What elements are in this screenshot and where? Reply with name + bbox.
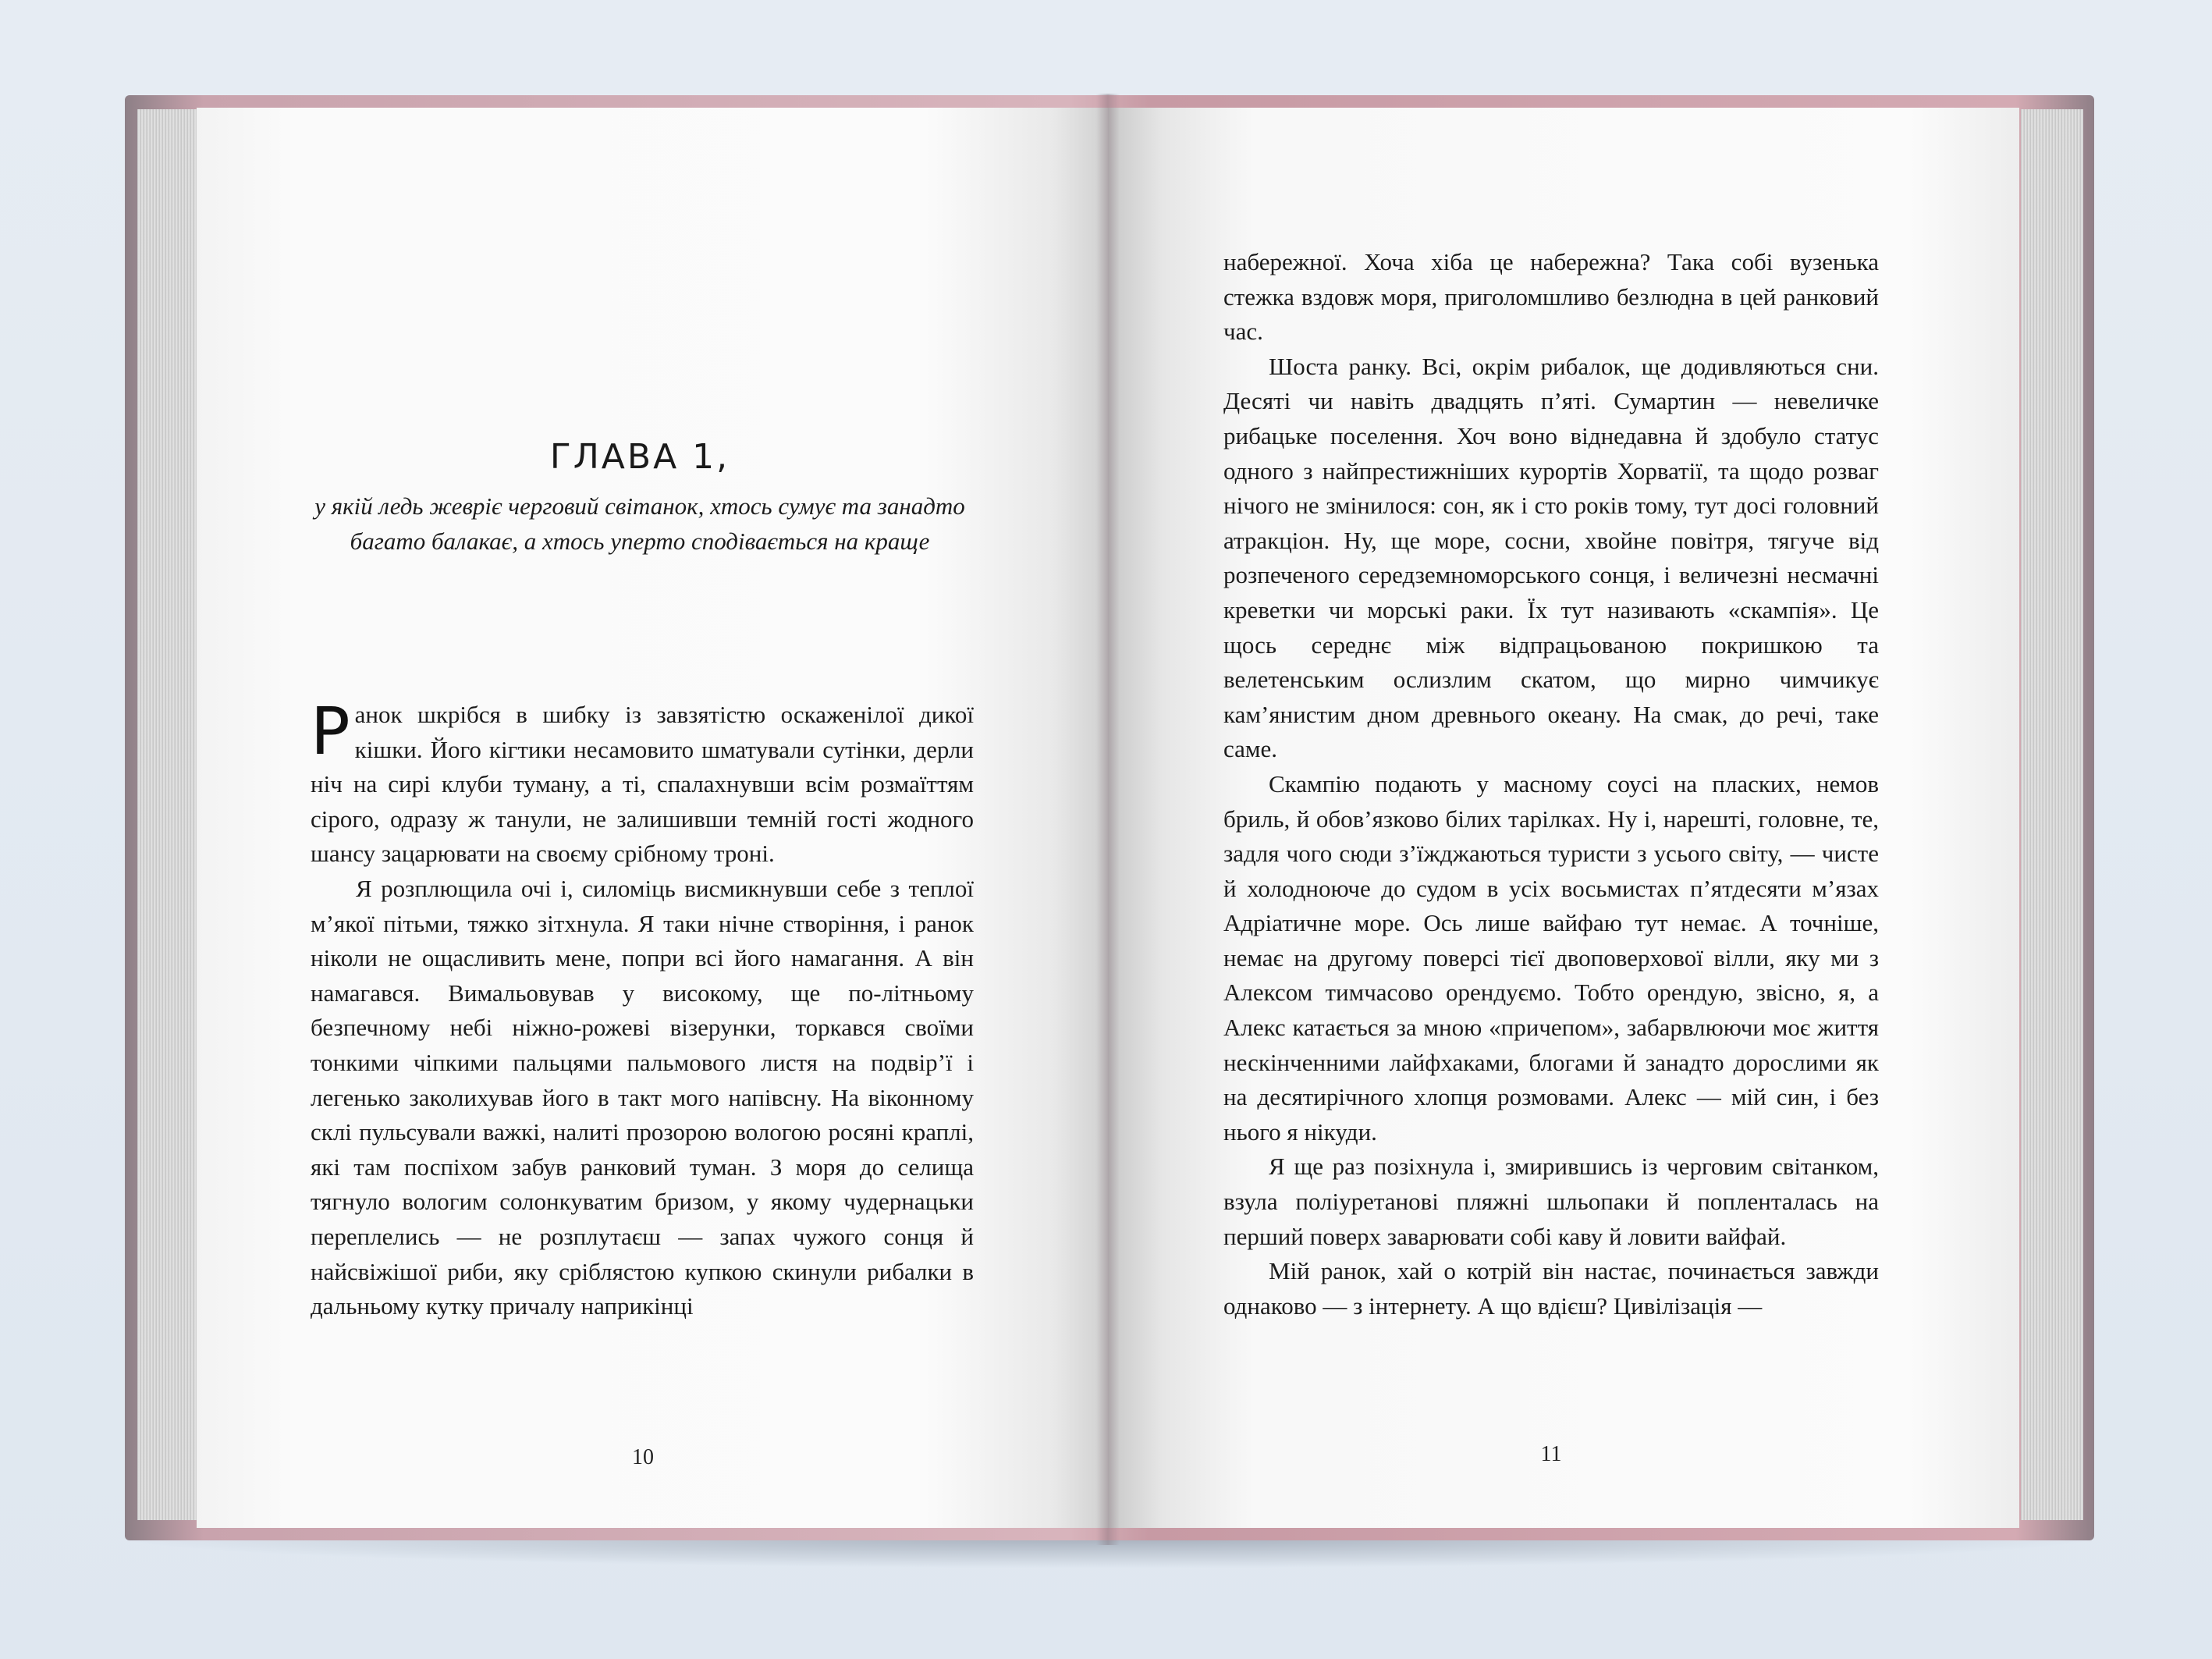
chapter-subtitle: у якій ледь жевріє черговий світанок, хтось сумує та занадто багато балакає, а хтось уперто сподівається на краще — [314, 492, 965, 555]
page-edges-right — [2021, 109, 2083, 1520]
paragraph: Мій ранок, хай о котрій він настає, починається завжди однаково — з інтернету. А що вдієш? Цивілізація — — [1223, 1257, 1879, 1320]
paragraph: Я розплющила очі і, силоміць висмикнувши себе з теплої м’якої пітьми, тяжко зітхнула. Я таки нічне створіння, і ранок ніколи не ощасливить мене, попри всі його намагання. А він намагався. Вимальовував у високому, ще по-літньому безпечному небі ніжно-рожеві візерунки, торкався своїми тонкими чіпкими пальцями пальмового листя на подвір’ї і легенько заколихував його в такт мого напівсну. На віконному склі пульсували важкі, налиті прозорою вологою росяні краплі, які там поспіхом забув ранковий туман. З моря до селища тягнуло вологим солонкуватим бризом, у якому чудернацьки переплелись — не розплутаєш — запах чужого сонця й найсвіжішої риби, яку сріблястою купкою скинули рибалки в дальньому кутку причалу наприкінці — [311, 874, 974, 1320]
paragraph-text: анок шкрібся в шибку із завзятістю оскаженілої дикої кішки. Його кігтики несамовито шматували сутінки, дерли ніч на сирі клуби туману, а ті, спалахнувши всім розмаїттям сірого, одразу ж танули, не залишивши темній гості жодного шансу зацарювати на своєму срібному троні. — [311, 701, 974, 868]
paragraph: набережної. Хоча хіба це набережна? Така собі вузенька стежка вздовж моря, приголомшливо безлюдна в цей ранковий час. — [1223, 248, 1879, 346]
page-edges-left — [137, 109, 200, 1520]
page-number-right: 11 — [1540, 1442, 1562, 1466]
right-page-text — [1223, 245, 1879, 1323]
paragraph — [311, 693, 974, 872]
page-number-left: 10 — [632, 1445, 654, 1469]
book-spine — [1096, 94, 1120, 1545]
paragraph: Скампію подають у масному соусі на пласких, немов бриль, й обов’язково білих тарілках. Ну і, нарешті, головне, те, задля чого сюди з’їжджаються туристи з усього світу, — чисте й холодноюче до судом в усіх восьмистах п’ятдесяти м’язах Адріатичне море. Ось лише вайфаю тут немає. А точніше, немає на другому поверсі тієї двоповерхової вілли, яку ми з Алексом тимчасово орендуємо. Тобто орендую, звісно, я, а Алекс катається за мною «причепом», забарвлюючи моє життя нескінченними лайфхаками, блогами й занадто дорослими як на десятирічного хлопця розмовами. Алекс — мій син, і без нього я нікуди. — [1223, 769, 1879, 1146]
chapter-title: ГЛАВА 1, — [549, 437, 730, 477]
paragraph: Я ще раз позіхнула і, змирившись із черговим світанком, взула поліуретанові пляжні шльопаки й попленталась на перший поверх заварювати собі каву й ловити вайфай. — [1223, 1153, 1879, 1250]
left-page-text — [311, 693, 974, 1324]
paragraph: Шоста ранку. Всі, окрім рибалок, ще додивляються сни. Десяті чи навіть двадцять п’яті. Сумартин — невеличке рибацьке поселення. Хоч воно віднедавна й здобуло статус одного з найпрестижніших курортів Хорватії, та щодо розваг нічого не змінилося: сон, як і сто років тому, тут досі головний атракціон. Ну, ще море, сосни, хвойне повітря, тягуче від розпеченого середземноморського сонця, і величезні несмачні креветки чи морські раки. Їх тут називають «скампія». Це щось середнє між відпрацьованою покришкою та велетенським ослизлим скатом, що мирно чимчикує кам’янистим дном древнього океану. На смак, до речі, таке саме. — [1223, 352, 1879, 763]
drop-cap: Р — [311, 693, 350, 769]
